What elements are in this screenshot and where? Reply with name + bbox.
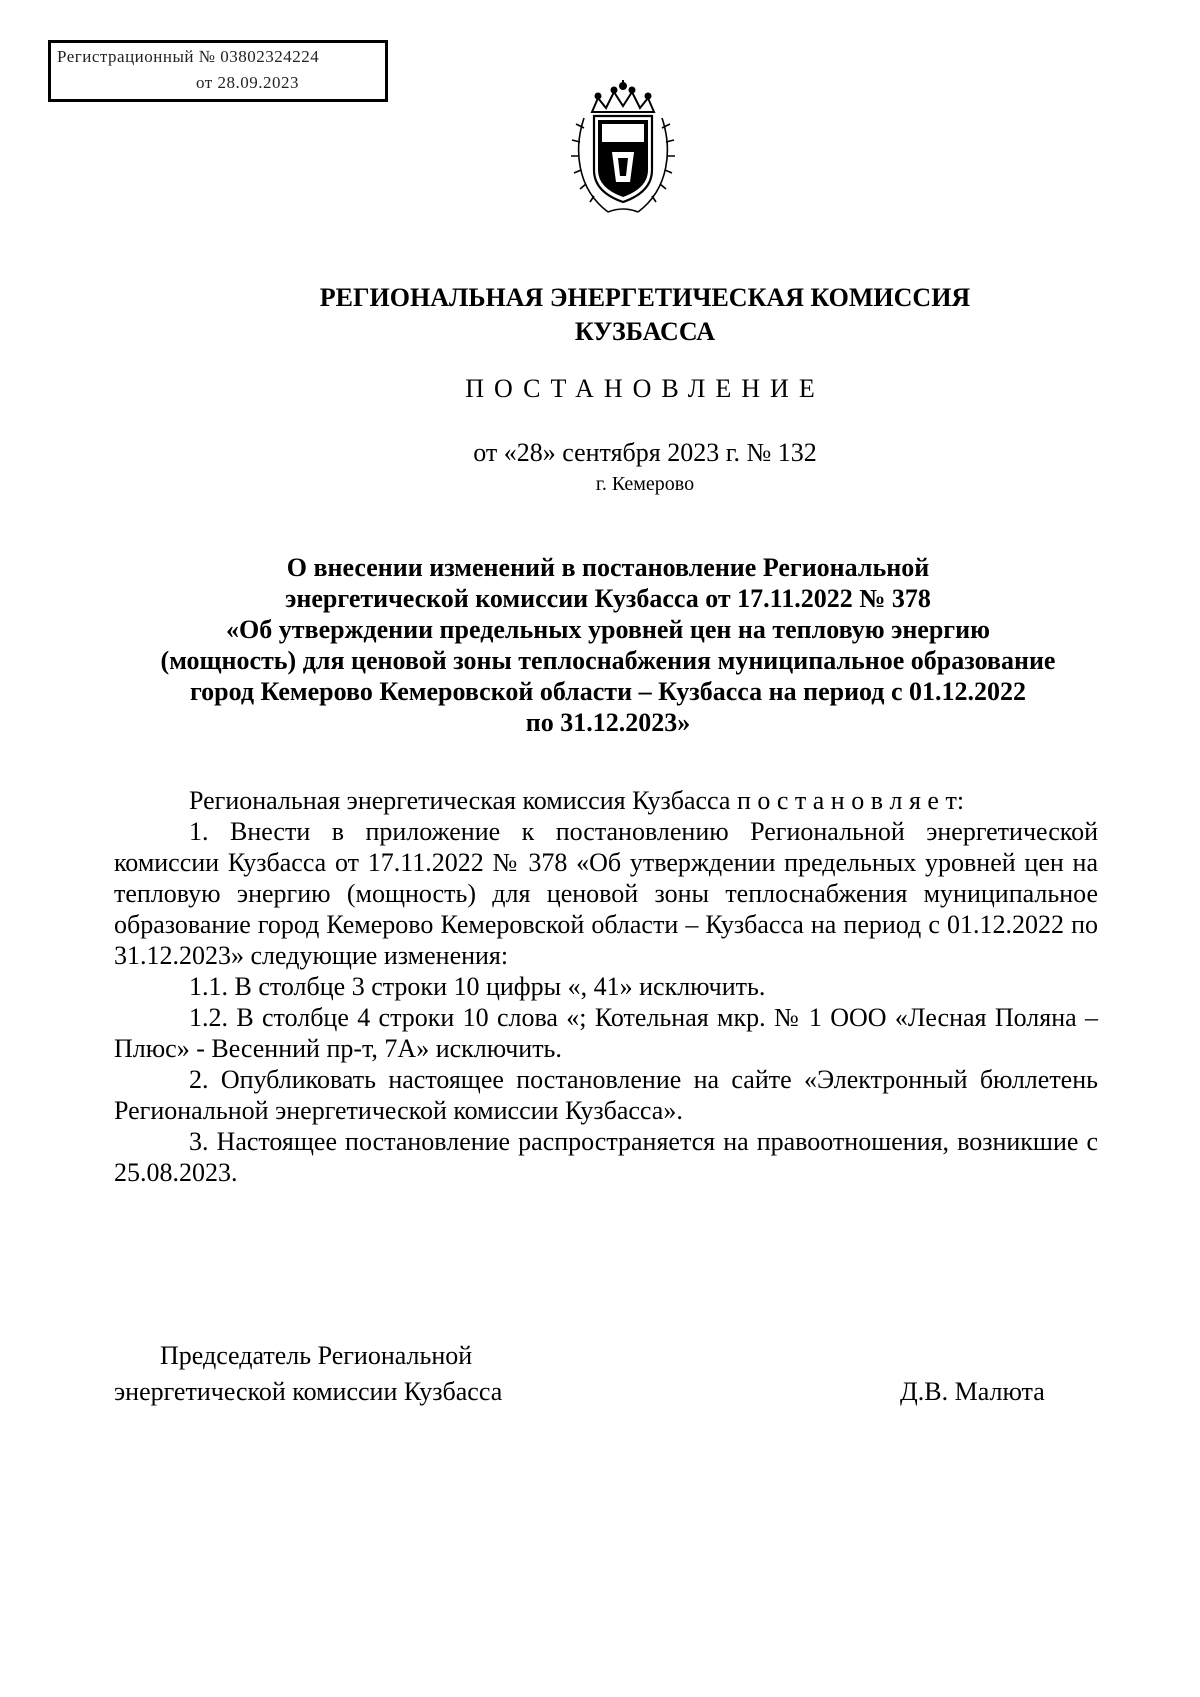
registration-date: от 28.09.2023 xyxy=(196,73,299,92)
title-line: О внесении изменений в постановление Региональной xyxy=(286,553,930,582)
document-date-number: от «28» сентября 2023 г. № 132 xyxy=(473,438,817,467)
registration-number: Регистрационный № 03802324224 xyxy=(57,47,320,66)
coat-of-arms-icon xyxy=(568,78,678,218)
title-line: по 31.12.2023» xyxy=(525,708,691,737)
signer-position-line2: энергетической комиссии Кузбасса xyxy=(114,1377,503,1406)
signer-position xyxy=(114,1338,502,1410)
title-line: «Об утверждении предельных уровней цен на тепловую энергию xyxy=(226,615,990,644)
registration-stamp xyxy=(48,40,388,102)
preamble: Региональная энергетическая комиссия Кузбасса п о с т а н о в л я е т: xyxy=(189,786,965,815)
document-body xyxy=(114,785,1098,1188)
clause-3: 3. Настоящее постановление распространяется на правоотношения, возникшие с 25.08.2023. xyxy=(114,1127,1098,1187)
title-line: (мощность) для ценовой зоны теплоснабжения муниципальное образование xyxy=(160,646,1056,675)
document-type: ПОСТАНОВЛЕНИЕ xyxy=(465,374,825,403)
clause-2: 2. Опубликовать настоящее постановление на сайте «Электронный бюллетень Региональной энергетической комиссии Кузбасса». xyxy=(114,1065,1098,1125)
signer-name: Д.В. Малюта xyxy=(900,1377,1045,1406)
clause-1-1: 1.1. В столбце 3 строки 10 цифры «, 41» исключить. xyxy=(189,972,766,1001)
organization-name-line2: КУЗБАССА xyxy=(574,317,716,346)
clause-1: 1. Внести в приложение к постановлению Региональной энергетической комиссии Кузбасса от 17.11.2022 № 378 «Об утверждении предельных уровней цен на тепловую энергию (мощность) для ценовой зоны теплоснабжения муниципальное образование город Кемерово Кемеровской области – Кузбасса на период с 01.12.2022 по 31.12.2023» следующие изменения: xyxy=(114,817,1098,970)
document-city: г. Кемерово xyxy=(595,473,695,495)
organization-name-line1: РЕГИОНАЛЬНАЯ ЭНЕРГЕТИЧЕСКАЯ КОМИССИЯ xyxy=(319,283,971,312)
title-line: город Кемерово Кемеровской области – Кузбасса на период с 01.12.2022 xyxy=(190,677,1026,706)
clause-1-2: 1.2. В столбце 4 строки 10 слова «; Котельная мкр. № 1 ООО «Лесная Поляна – Плюс» - Весенний пр-т, 7А» исключить. xyxy=(114,1003,1098,1063)
title-line: энергетической комиссии Кузбасса от 17.11.2022 № 378 xyxy=(285,584,931,613)
document-title xyxy=(118,552,1098,738)
signer-position-line1: Председатель Региональной xyxy=(160,1341,473,1370)
